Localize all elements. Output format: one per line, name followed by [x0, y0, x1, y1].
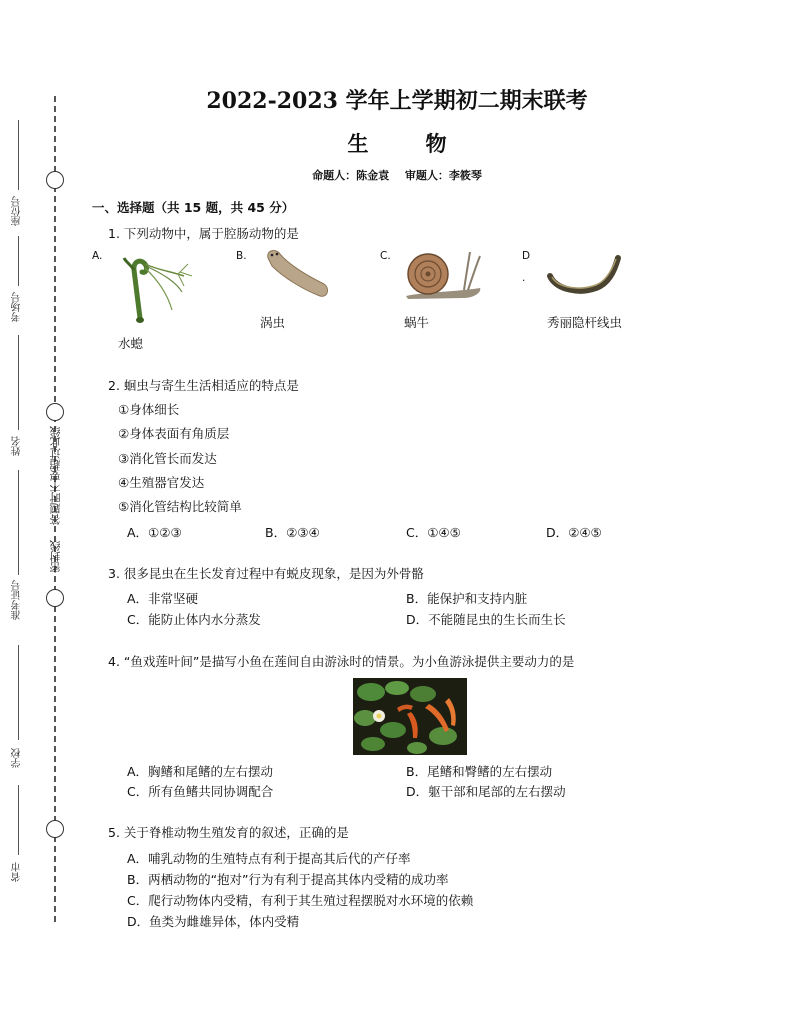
q4-option-b[interactable]: B．尾鳍和臀鳍的左右摆动: [406, 764, 553, 779]
binding-hole: [46, 820, 64, 838]
q2-option-c[interactable]: C．①④⑤: [406, 525, 461, 540]
q1-option-d-name: 秀丽隐杆线虫: [547, 315, 623, 330]
q3-option-b[interactable]: B．能保护和支持内脏: [406, 591, 528, 606]
q2-item: ①身体细长: [118, 402, 180, 417]
fill-line: [18, 335, 19, 430]
q4-option-c[interactable]: C．所有鱼鳍共同协调配合: [127, 784, 274, 799]
fill-line: [18, 470, 19, 575]
q1-option-c-name: 蜗牛: [404, 315, 430, 330]
q1-option-a-name: 水螅: [118, 336, 144, 351]
q2-item: ⑤消化管结构比较简单: [118, 499, 242, 514]
snail-image: [404, 246, 484, 300]
hydra-image: [118, 252, 194, 324]
q1-option-b-letter: B.: [236, 250, 247, 262]
q5-option-b[interactable]: B．两栖动物的“抱对”行为有利于提高其体内受精的成功率: [127, 872, 449, 887]
q4-option-a[interactable]: A．胸鳍和尾鳍的左右摆动: [127, 764, 274, 779]
binding-label-province: 省市: [12, 862, 23, 882]
q2-item: ④生殖器官发达: [118, 475, 205, 490]
fill-line: [18, 236, 19, 286]
q3-option-d[interactable]: D．不能随昆虫的生长而生长: [406, 612, 566, 627]
question-3-stem: 3. 很多昆虫在生长发育过程中有蜕皮现象，是因为外骨骼: [108, 566, 424, 581]
author-line: [0, 167, 794, 183]
fish-lotus-image: [353, 678, 467, 755]
binding-hole: [46, 589, 64, 607]
subject-title: 生 物: [347, 131, 465, 156]
q2-item: ②身体表面有角质层: [118, 426, 230, 441]
nematode-image: [546, 252, 624, 298]
q1-option-d-letter: D: [522, 250, 531, 262]
author: 命题人：陈金袁: [312, 169, 390, 182]
fill-line: [18, 785, 19, 855]
q1-option-d-dot: .: [522, 272, 526, 284]
q4-option-d[interactable]: D．躯干部和尾部的左右摆动: [406, 784, 566, 799]
binding-label-seat: 座位号: [12, 196, 23, 226]
q3-option-c[interactable]: C．能防止体内水分蒸发: [127, 612, 261, 627]
binding-label-room: 考场号: [12, 292, 23, 322]
fill-line: [18, 645, 19, 740]
q2-option-a[interactable]: A．①②③: [127, 525, 182, 540]
binding-warning-text: 答题时不要超过此线: [49, 426, 62, 525]
binding-seal-text: 密封线: [49, 540, 62, 573]
q2-option-d[interactable]: D．②④⑤: [546, 525, 602, 540]
question-1-stem: 1. 下列动物中，属于腔肠动物的是: [108, 226, 299, 241]
question-2-stem: 2. 蛔虫与寄生生活相适应的特点是: [108, 378, 299, 393]
q5-option-a[interactable]: A．哺乳动物的生殖特点有利于提高其后代的产仔率: [127, 851, 411, 866]
q1-option-b-name: 涡虫: [260, 315, 286, 330]
q5-option-c[interactable]: C．爬行动物体内受精，有利于其生殖过程摆脱对水环境的依赖: [127, 893, 474, 908]
q2-option-b[interactable]: B．②③④: [265, 525, 320, 540]
q3-option-a[interactable]: A．非常坚硬: [127, 591, 199, 606]
q5-option-d[interactable]: D．鱼类为雌雄异体，体内受精: [127, 914, 300, 929]
binding-label-name: 姓名: [12, 436, 23, 456]
q1-option-a-letter: A.: [92, 250, 103, 262]
question-4-stem: 4. “鱼戏莲叶间”是描写小鱼在莲间自由游泳时的情景。为小鱼游泳提供主要动力的是: [108, 654, 575, 669]
binding-hole: [46, 403, 64, 421]
exam-title: 2022-2023 学年上学期初二期末联考: [206, 88, 588, 114]
q2-item: ③消化管长而发达: [118, 451, 217, 466]
question-5-stem: 5. 关于脊椎动物生殖发育的叙述，正确的是: [108, 825, 349, 840]
q1-option-c-letter: C.: [380, 250, 391, 262]
binding-label-exam-id: 准考证号: [12, 580, 23, 620]
section-heading: 一、选择题（共 15 题，共 45 分）: [92, 200, 295, 215]
reviewer: 审题人：李筱琴: [404, 169, 482, 182]
planarian-image: [262, 246, 332, 304]
binding-label-school: 学校: [12, 748, 23, 768]
